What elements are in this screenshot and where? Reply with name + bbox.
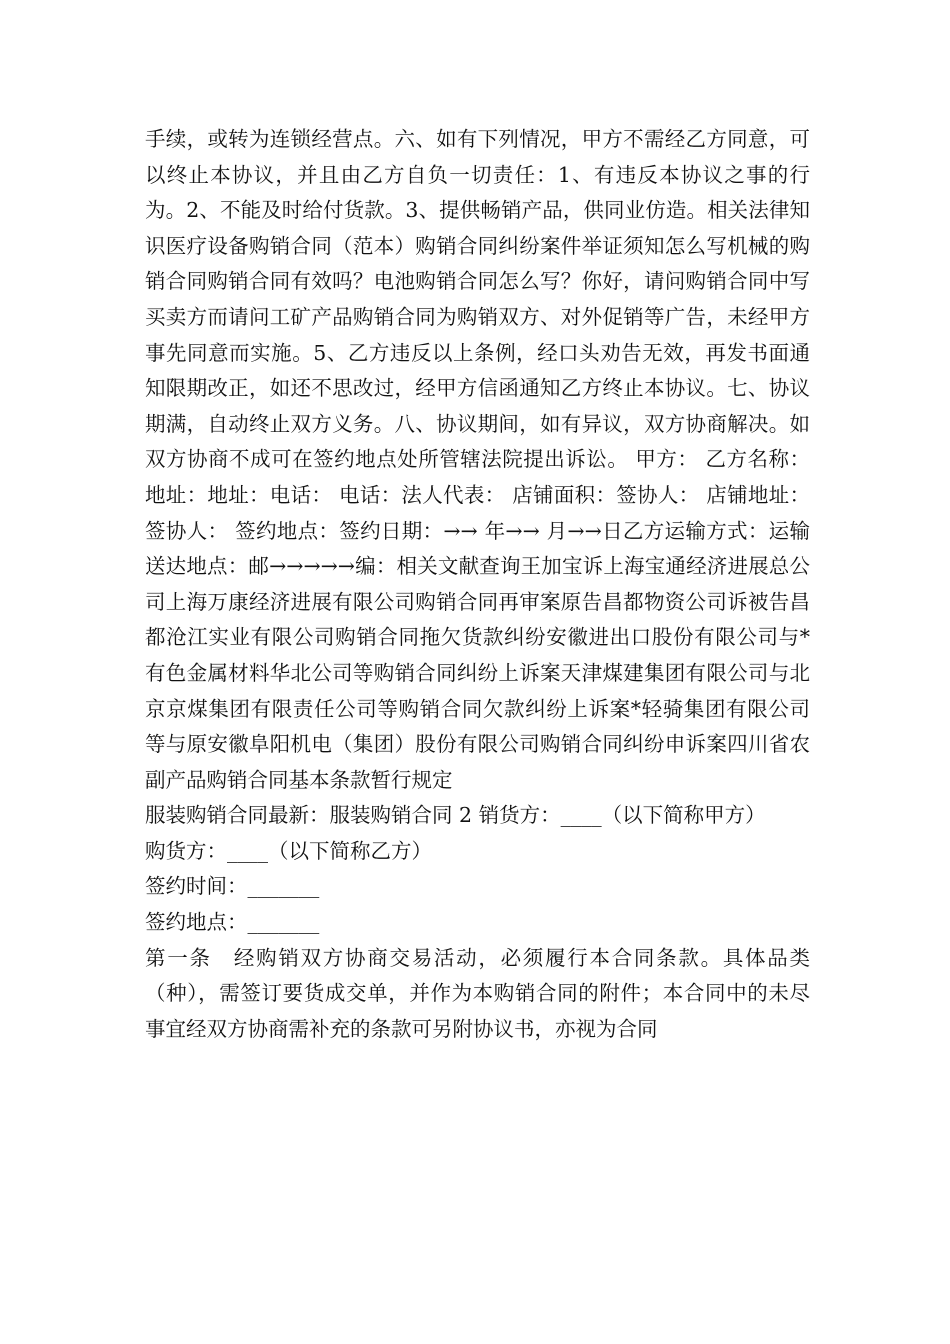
- paragraph-buyer: 购货方：____（以下简称乙方）: [145, 838, 432, 863]
- paragraph-signing-place: 签约地点：_______: [145, 910, 320, 935]
- paragraph-contract-terms: 手续，或转为连锁经营点。六、如有下列情况，甲方不需经乙方同意，可以终止本协议，并且由乙方自负一切责任：1、有违反本协议之事的行为。2、不能及时给付货款。3、提供畅销产品，供同业仿造。相关法律知识医疗设备购销合同（范本）购销合同纠纷案件举证须知怎么写机械的购销合同购销合同有效吗？电池购销合同怎么写？你好，请问购销合同中写买卖方而请问工矿产品购销合同为购销双方、对外促销等广告，未经甲方事先同意而实施。5、乙方违反以上条例，经口头劝告无效，再发书面通知限期改正，如还不思改过，经甲方信函通知乙方终止本协议。七、协议期满，自动终止双方义务。八、协议期间，如有异议，双方协商解决。如双方协商不成可在签约地点处所管辖法院提出诉讼。 甲方： 乙方名称：地址：地址：电话： 电话：法人代表： 店铺面积：签协人： 店铺地址：签协人： 签约地点：签约日期：→→ 年→→ 月→→日乙方运输方式：运输送达地点：邮→→→→→编：相关文献查询王加宝诉上海宝通经济进展总公司上海万康经济进展有限公司购销合同再审案原告昌都物资公司诉被告昌都沧江实业有限公司购销合同拖欠货款纠纷安徽进出口股份有限公司与*有色金属材料华北公司等购销合同纠纷上诉案天津煤建集团有限公司与北京京煤集团有限责任公司等购销合同欠款纠纷上诉案*轻骑集团有限公司等与原安徽阜阳机电（集团）股份有限公司购销合同纠纷申诉案四川省农副产品购销合同基本条款暂行规定: [145, 127, 810, 792]
- paragraph-signing-time: 签约时间：_______: [145, 874, 320, 899]
- document-body: [145, 122, 810, 1047]
- paragraph-clothing-contract-title: 服装购销合同最新：服装购销合同 2 销货方：____（以下简称甲方）: [145, 803, 766, 828]
- paragraph-article-one: 第一条 经购销双方协商交易活动，必须履行本合同条款。具体品类（种），需签订要货成交单，并作为本购销合同的附件；本合同中的未尽事宜经双方协商需补充的条款可另附协议书，亦视为合同: [145, 945, 810, 1041]
